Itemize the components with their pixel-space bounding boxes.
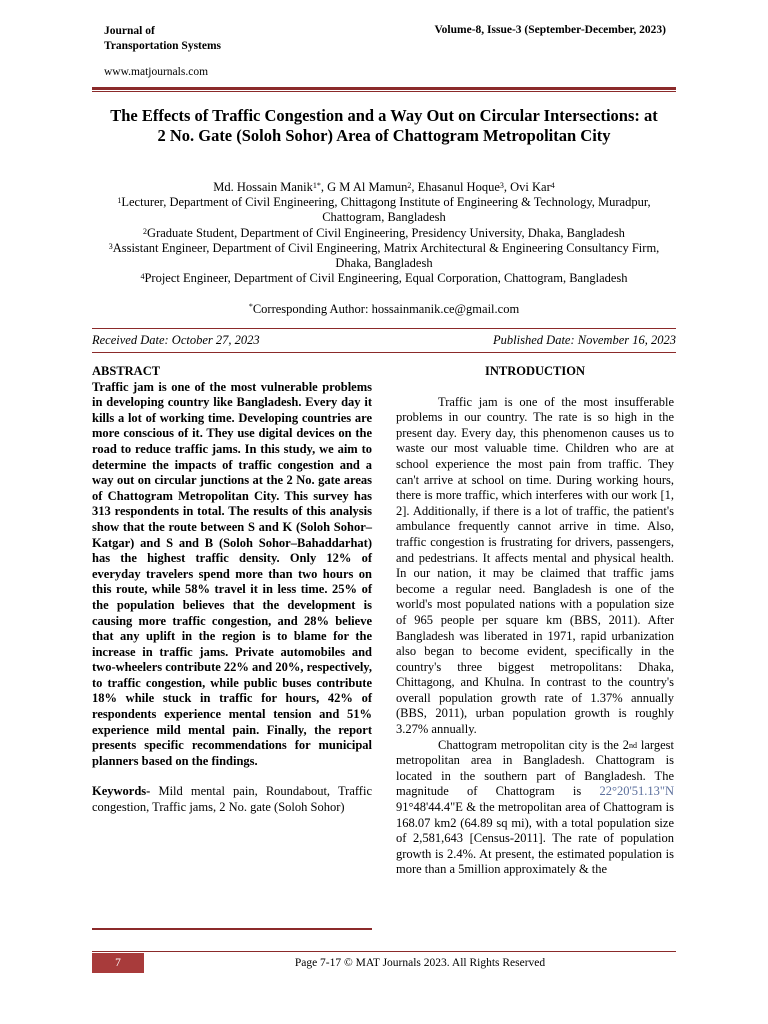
paragraph-2-part-a: Chattogram metropolitan city is the 2 xyxy=(438,737,629,752)
latitude-coordinate: 22°20'51.13"N xyxy=(599,784,674,799)
affiliation-3-text: Assistant Engineer, Department of Civil Engineering, Matrix Architectural & Engineering Consultancy Firm, Dhaka, Bangladesh xyxy=(112,240,660,271)
page-number-badge: 7 xyxy=(92,953,144,973)
keywords-label: Keywords- xyxy=(92,784,151,799)
introduction-heading: INTRODUCTION xyxy=(484,364,585,378)
affiliation-3-sup: 3 xyxy=(108,241,113,251)
corresponding-author-text[interactable]: Corresponding Author: hossainmanik.ce@gmail.com xyxy=(252,302,520,316)
affiliation-4-sup: 4 xyxy=(140,272,145,282)
author-1: Md. Hossain Manik xyxy=(213,180,313,194)
header-rule xyxy=(92,87,676,92)
journal-name-line2: Transportation Systems xyxy=(104,40,222,52)
journal-name xyxy=(104,24,221,54)
author-3-sup: 3 xyxy=(499,181,504,190)
published-date: Published Date: November 16, 2023 xyxy=(493,333,676,347)
footer-rule xyxy=(92,951,676,952)
author-list: Md. Hossain Manik$^{1*}$, G M Al Mamun$^2$, Ehasanul Hoque$^3$, Ovi Kar$^4$ xyxy=(213,180,555,194)
corresponding-author-sup: * xyxy=(248,302,253,311)
author-2-sup: 2 xyxy=(407,181,412,190)
keywords-text: Mild mental pain, Roundabout, Traffic congestion, Traffic jams, 2 No. gate (Soloh Sohor) xyxy=(92,784,372,815)
affiliation-1-text: Lecturer, Department of Civil Engineering, Chittagong Institute of Engineering & Technology, Muradpur, Chattogram, Bangladesh xyxy=(121,195,651,225)
corresponding-author xyxy=(92,302,676,317)
keywords xyxy=(92,784,372,815)
affiliation-3 xyxy=(92,241,676,271)
journal-url[interactable]: www.matjournals.com xyxy=(104,66,209,78)
introduction-column xyxy=(396,364,674,878)
journal-name-line1: Journal of xyxy=(104,25,155,37)
affiliation-4 xyxy=(92,271,676,286)
dates-rule-bottom xyxy=(92,352,676,353)
ordinal-sup: nd xyxy=(629,740,637,750)
received-date: Received Date: October 27, 2023 xyxy=(92,333,260,347)
affiliation-1-sup: 1 xyxy=(117,196,122,206)
affiliation-2-sup: 2 xyxy=(143,226,148,236)
author-3: Ehasanul Hoque xyxy=(417,180,500,194)
introduction-paragraph-2 xyxy=(396,738,674,878)
volume-issue: Volume-8, Issue-3 (September-December, 2023) xyxy=(434,24,666,36)
paper-title: The Effects of Traffic Congestion and a Way Out on Circular Intersections: at 2 No. Gate (Soloh Sohor) Area of Chattogram Metropolitan City xyxy=(110,106,658,145)
author-1-sup: 1* xyxy=(312,181,321,190)
abstract-heading: ABSTRACT xyxy=(92,364,161,378)
abstract-body: Traffic jam is one of the most vulnerable problems in developing country like Bangladesh. Every day it kills a lot of working time. Developing countries are more conscious of it. They use digital devices on the road to reduce traffic jams. In this study, we aim to determine the impacts of traffic congestion and a way out on circular junctions at the 2 No. gate areas of Chattogram Metropolitan City. This survey has 313 respondents in total. The results of this analysis show that the route between S and K (Soloh Sohor–Katgar) and S and B (Soloh Sohor–Bahaddarhat) has the highest traffic density. Only 12% of everyday travelers spend more than two hours on this route, while 58% travel it in less time. 25% of the population believes that the development is causing more traffic congestion, and 28% believe that any uplift in the region is to blame for the increase in traffic jams. Private automobiles and two-wheelers contribute 22% and 20%, respectively, to traffic congestion, while public buses contribute 18% while stuck in traffic for hours, 42% of respondents experience mental tension and 51% experience mild mental pain. Finally, the report presents specific recommendations for municipal planners based on the findings. xyxy=(92,379,372,768)
introduction-paragraph-1: Traffic jam is one of the most insufferable problems in our country. The rate is so high in the present day. Every day, this phenomenon causes us to waste our most valuable time. Children who are at school experience the most pain from traffic. They can't arrive at school on time. During working hours, there is more traffic, which interferes with our work [1, 2]. Additionally, if there is a lot of traffic, the patient's ambulance frequently cannot arrive in time. Also, traffic congestion is frustrating for drivers, passengers, and pedestrians. It affects mental and physical health. In our nation, it may be claimed that traffic jams become a regular need. Bangladesh is one of the world's most populated nations with a population size of 965 people per square km (BBS, 2011). After Bangladesh was liberated in 1971, rapid urbanization also began to become evident, specifically in the country's three biggest metropolitans: Dhaka, Chittagong, and Khulna. In contrast to the country's overall population growth rate of 1.37% annually (BBS, 2011), urban population growth is roughly 3.27% annually. xyxy=(396,394,674,737)
affiliation-4-text: Project Engineer, Department of Civil Engineering, Equal Corporation, Chattogram, Bangladesh xyxy=(144,271,628,286)
affiliation-2-text: Graduate Student, Department of Civil Engineering, Presidency University, Dhaka, Bangladesh xyxy=(147,225,625,240)
author-2: G M Al Mamun xyxy=(327,180,408,194)
author-4: Ovi Kar xyxy=(510,180,551,194)
paragraph-2-part-b: largest metropolitan area in Bangladesh. Chattogram is located in the southern part of Bangladesh. The magnitude of Chattogram is xyxy=(396,737,674,799)
abstract-column xyxy=(92,364,372,816)
author-4-sup: 4 xyxy=(550,181,555,190)
paragraph-2-part-c: 91°48'44.4"E & the metropolitan area of Chattogram is 168.07 km2 (64.89 sq mi), with a total population size of 2,581,643 [Census-2011]. The rate of population growth is 2.4%. At present, the estimated population is more than a 5million approximately & the xyxy=(396,800,674,877)
author-block xyxy=(92,180,676,286)
footer-copyright: Page 7-17 © MAT Journals 2023. All Rights Reserved xyxy=(294,957,546,969)
affiliation-2 xyxy=(92,226,676,241)
abstract-end-rule xyxy=(92,928,372,930)
dates-rule-top xyxy=(92,328,676,329)
affiliation-1 xyxy=(92,195,676,225)
